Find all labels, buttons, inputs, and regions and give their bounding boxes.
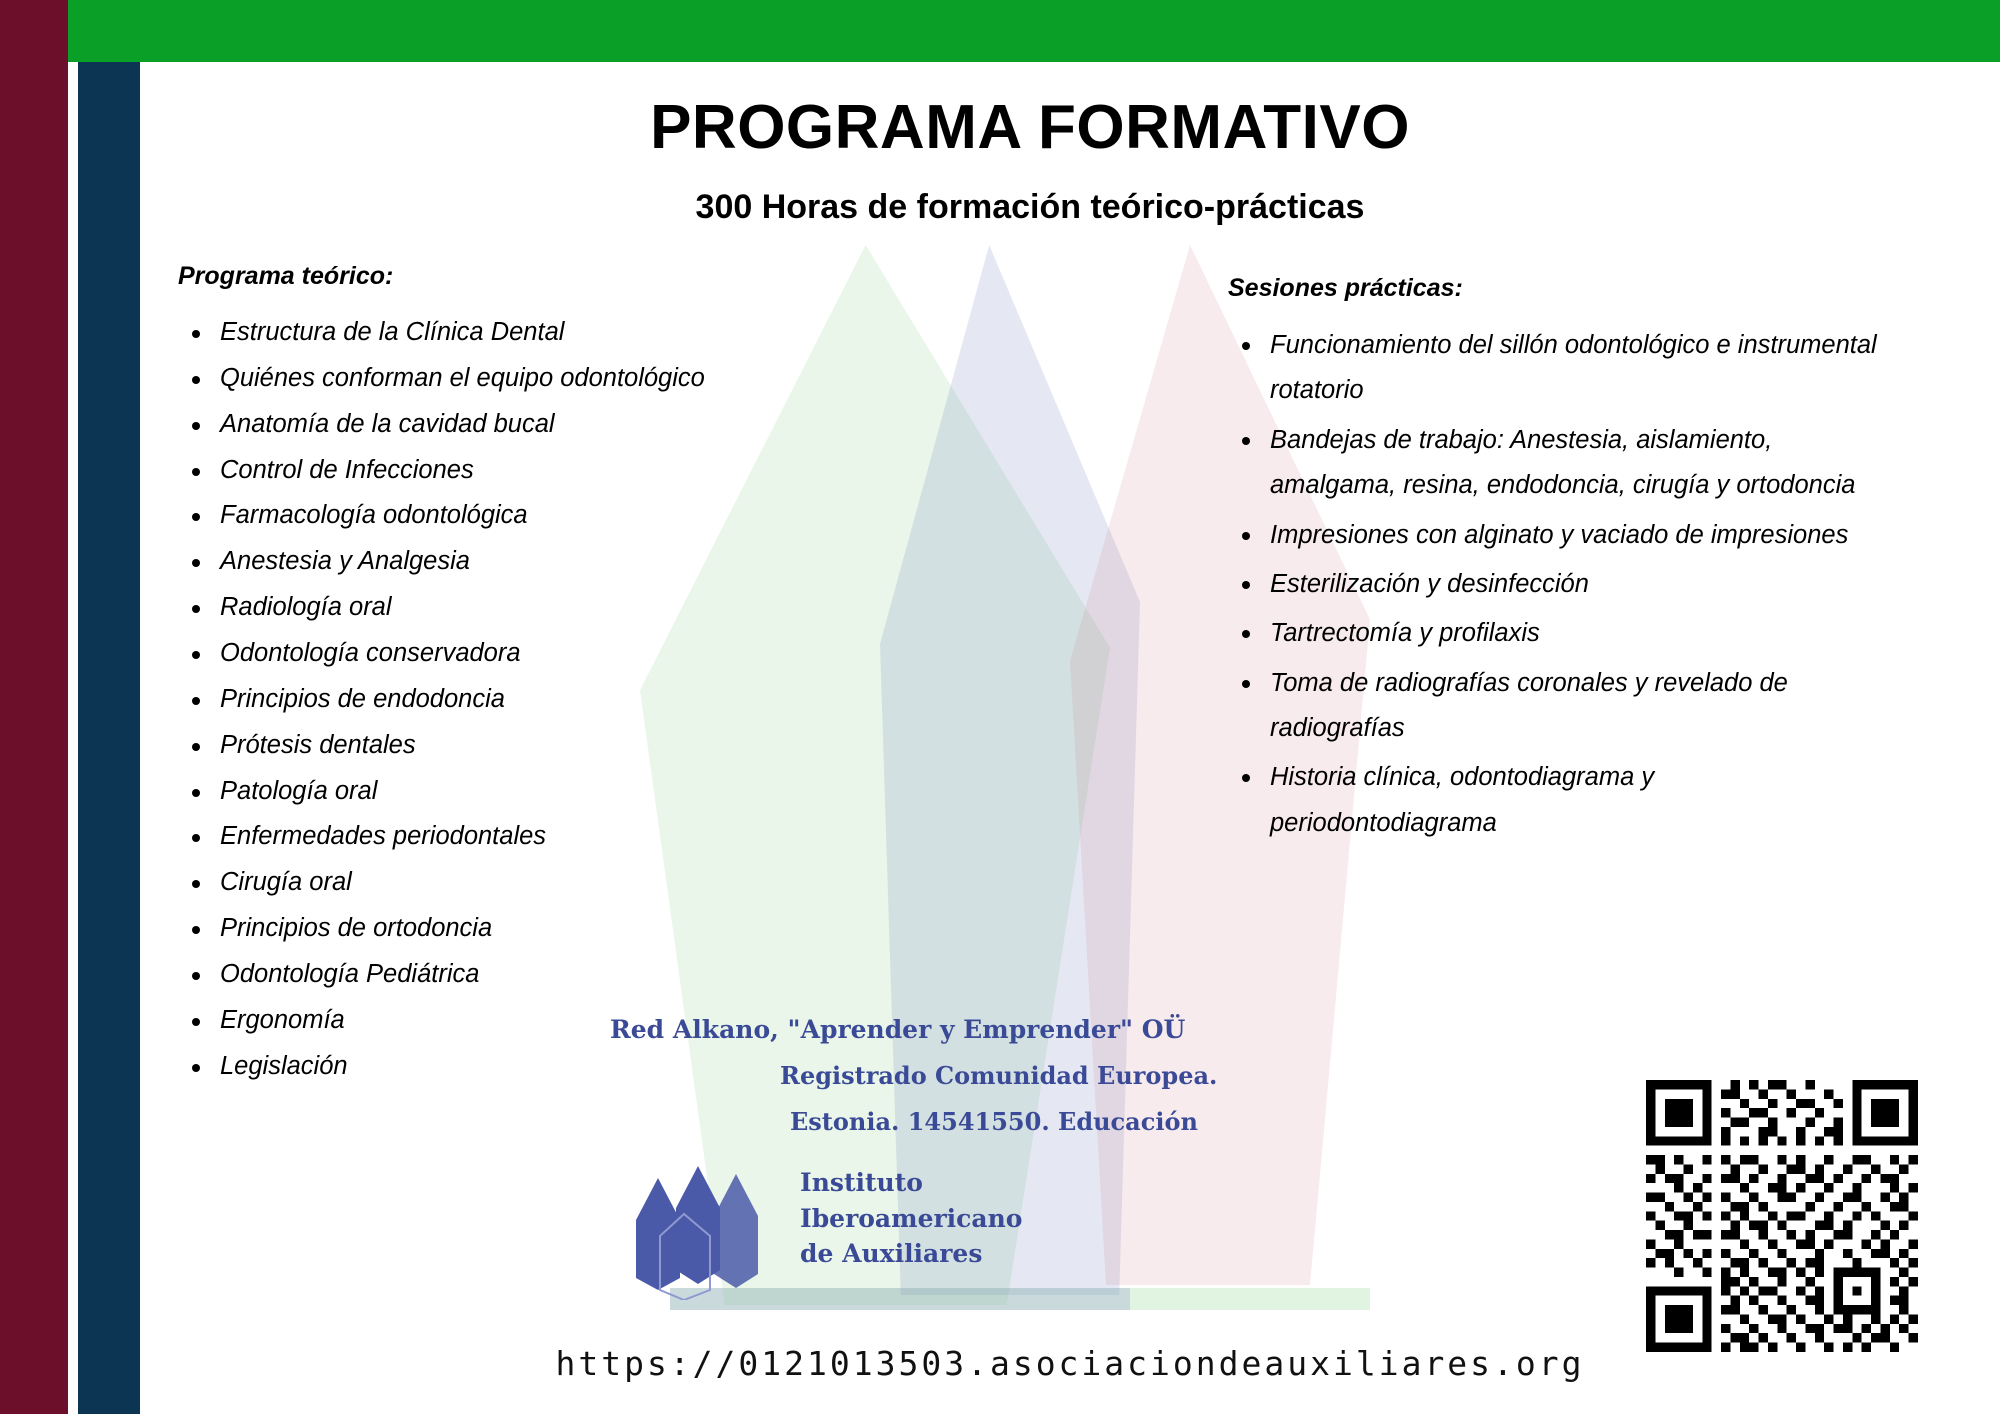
practice-list: [1228, 323, 1878, 846]
institute-logo-mark-icon: [628, 1150, 788, 1300]
organization-logo-block: [600, 1015, 1240, 1305]
website-url[interactable]: https://0121013503.asociaciondeauxiliares.org: [555, 1344, 1585, 1383]
list-item: Principios de ortodoncia: [178, 907, 768, 951]
institute-name: [800, 1165, 1022, 1272]
list-item: Anestesia y Analgesia: [178, 540, 768, 584]
page-subtitle: 300 Horas de formación teórico-prácticas: [695, 188, 1365, 226]
list-item: Historia clínica, odontodiagrama y periodontodiagrama: [1228, 755, 1878, 846]
top-accent-bar-green: [68, 0, 2000, 62]
list-item: Principios de endodoncia: [178, 678, 768, 722]
theory-column: [178, 262, 768, 1091]
list-item: Odontología Pediátrica: [178, 953, 768, 997]
page-title: PROGRAMA FORMATIVO: [650, 93, 1410, 162]
institute-name-line-2: Iberoamericano: [800, 1203, 1023, 1233]
list-item: Prótesis dentales: [178, 724, 768, 768]
list-item: Toma de radiografías coronales y revelado de radiografías: [1228, 661, 1878, 752]
list-item: Quiénes conforman el equipo odontológico: [178, 357, 768, 401]
institute-name-line-3: de Auxiliares: [800, 1239, 983, 1268]
logo-text-line-3: Estonia. 14541550. Educación: [790, 1107, 1198, 1136]
list-item: Funcionamiento del sillón odontológico e instrumental rotatorio: [1228, 323, 1878, 414]
list-item: Tartrectomía y profilaxis: [1228, 611, 1878, 656]
list-item: Control de Infecciones: [178, 449, 768, 493]
list-item: Legislación: [178, 1045, 768, 1089]
list-item: Enfermedades periodontales: [178, 815, 768, 859]
left-accent-bar-maroon: [0, 0, 68, 1414]
list-item: Ergonomía: [178, 999, 768, 1043]
list-item: Estructura de la Clínica Dental: [178, 311, 768, 355]
institute-name-line-1: Instituto: [800, 1168, 923, 1197]
theory-list: [178, 311, 768, 1089]
list-item: Cirugía oral: [178, 861, 768, 905]
practice-heading: Sesiones prácticas:: [1228, 274, 1463, 302]
list-item: Radiología oral: [178, 586, 768, 630]
left-accent-bar-navy: [78, 60, 140, 1414]
theory-heading: Programa teórico:: [178, 262, 394, 290]
logo-text-line-2: Registrado Comunidad Europea.: [780, 1061, 1218, 1090]
list-item: Bandejas de trabajo: Anestesia, aislamiento, amalgama, resina, endodoncia, cirugía y ortodoncia: [1228, 418, 1878, 509]
list-item: Patología oral: [178, 770, 768, 814]
list-item: Anatomía de la cavidad bucal: [178, 403, 768, 447]
list-item: Esterilización y desinfección: [1228, 562, 1878, 607]
list-item: Farmacología odontológica: [178, 494, 768, 538]
logo-text-line-1: Red Alkano, "Aprender y Emprender" OÜ: [610, 1015, 1186, 1044]
list-item: Impresiones con alginato y vaciado de impresiones: [1228, 513, 1878, 558]
qr-code-icon[interactable]: [1646, 1080, 1918, 1352]
practice-column: [1228, 274, 1878, 850]
list-item: Odontología conservadora: [178, 632, 768, 676]
